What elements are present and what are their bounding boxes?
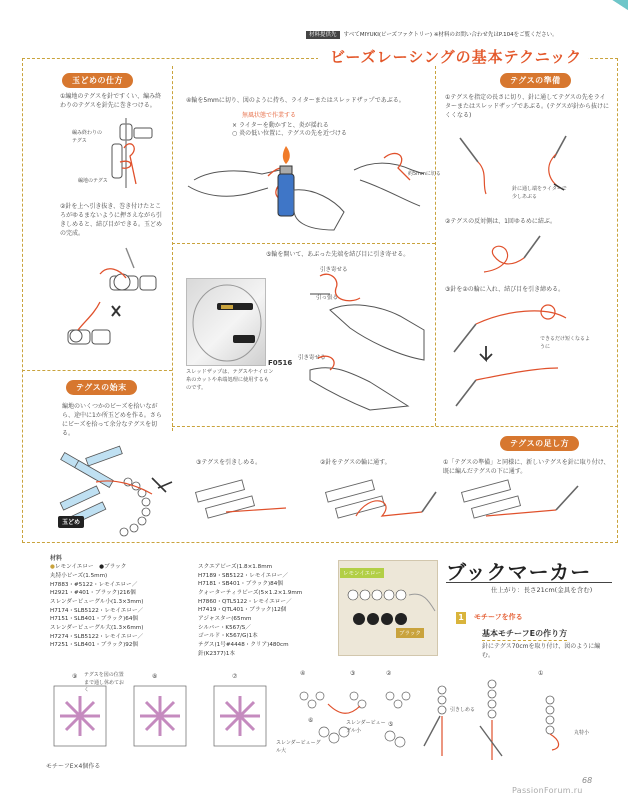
warn-1: × ライターを動かすと、炎が揺れる: [232, 122, 329, 129]
pull-label-2: 引っ張る: [316, 295, 339, 301]
callout-base-thread: 編地のテグス: [78, 178, 108, 184]
photo-label-b: ブラック: [396, 628, 424, 638]
section-label-prep: テグスの準備: [500, 73, 571, 88]
add-step1: ①「テグスの準備」と同様に、新しいテグスを針に取り付け、既に編んだテグスの下に通す。: [443, 459, 610, 475]
add-step3: ③テグスを引きしめる。: [196, 459, 262, 466]
torch-illustration: [184, 140, 434, 236]
bookmark-size: 仕上がり：長さ21cm(金具を含む): [491, 586, 593, 594]
materials-col-1: 丸特小ビーズ(1.5mm) H7883・#5122・レモイエロー／ H2921・#401・ブラック)216個 スレンダービューグル小(1.3×3mm) H7174・SLB5122・レモイエロー／ H7151・SLB401・ブラック)64個 スレンダービューグル大(1.3×6mm) H7274・SLB5122・レモイエロー／ H7251・SLB401・ブラック)92個: [50, 573, 144, 649]
page-title: ビーズレーシングの基本テクニック: [330, 48, 583, 66]
loop-note: できるだけ短くなるように: [540, 336, 591, 350]
knot-step1: ①編地のテグスを針ですくい、編み終わりのテグスを針先に巻きつける。: [60, 93, 162, 109]
cut-note: 約5mmに切る: [408, 171, 441, 177]
credit-line: [306, 30, 558, 38]
diagram-num-2: ②: [386, 670, 392, 677]
diagram-num-3: ③: [350, 670, 356, 677]
prep-diagram-3: [446, 296, 612, 416]
zap-code: F0516: [268, 359, 293, 367]
pull-label-3: 引き寄せる: [298, 355, 326, 361]
divider: [172, 426, 618, 427]
page-number: 68: [582, 776, 593, 785]
knot-diagram-1: [100, 118, 170, 190]
thread-end-text: 編地のいくつかのビーズを拾いながら、途中に1か所玉どめを作る。さらにビーズを拾って余分なテグスを切る。: [62, 403, 162, 437]
pull-tight-label: 引きしめる: [450, 707, 476, 713]
knot-tag: 玉どめ: [62, 519, 81, 526]
zap-note: スレッドザップは、テグスやナイロン糸のカットや糸端処理に使用するものです。: [186, 369, 274, 391]
position-note: テグスを図の位置まで通し休めておく: [84, 672, 125, 693]
diagram-num-4: ④: [300, 670, 306, 677]
section-label-add: テグスの足し方: [500, 436, 579, 451]
color-variants: ●レモンイエロー ●ブラック: [50, 564, 127, 570]
divider: [172, 243, 435, 244]
bookmark-title: ブックマーカー: [446, 560, 592, 584]
pull-illustration: [290, 270, 430, 416]
knot-step2: ②針を上へ引き抜き、巻き付けたところがゆるまないように押さえながら引きしめると、結び目ができる。玉どめの完成。: [60, 203, 163, 237]
divider: [172, 66, 173, 431]
materials-header: 材料: [50, 555, 63, 562]
credit-tag: 材料提供先: [306, 31, 340, 39]
materials-col-2: スクエアビーズ(1.8×1.8mm H7189・SB5122・レモイエロー／ H7181・SB401・ブラック)84個 クォーターティラビーズ(5×1.2×1.9mm H7860・QTL5122・レモイエロー／ H7419・QTL401・ブラック)12個 アジャスター(65mm シルバー・K567/S／ ゴールド・K567/G)1本 テグス(1号#4448・クリア)480cm 針(K2377)1本: [198, 564, 303, 657]
make-four-note: モチーフE×4個作る: [46, 763, 101, 770]
divider: [435, 66, 436, 426]
warn-2: ○ 炎の低い位置に、テグスの先を近づける: [232, 130, 347, 137]
step-title: モチーフを作る: [474, 613, 523, 621]
bugle-large-label: スレンダービューグル大: [276, 740, 321, 754]
diagram-num-6: ⑥: [308, 717, 314, 724]
motif-title: 基本モチーフEの作り方: [482, 628, 567, 641]
watermark: PassionForum.ru: [512, 786, 583, 795]
prep-step1: ①テグスを指定の長さに切り、針に通してテグスの先をライターまたはスレッドザップであぶる。(テグスが針から抜けにくくなる): [445, 94, 610, 119]
warn-title: 無風状態で作業する: [242, 112, 297, 119]
diagram-num-9: ⑨: [72, 673, 78, 680]
torch-step4: ④輪を5mmに切り、図のように持ち、ライターまたはスレッドザップであぶる。: [186, 97, 405, 104]
prep-step2: ②テグスの反対側は、1回ゆるめに結ぶ。: [445, 218, 557, 225]
prep-step3: ③針を②の輪に入れ、結び目を引き締める。: [445, 286, 565, 293]
divider: [22, 370, 172, 371]
diagram-num-8: ⑧: [152, 673, 158, 680]
credit-text: すべてMIYUKI(ビーズファクトリー) ※材料のお問い合わせ先はP.104をご覧ください。: [343, 32, 558, 38]
section-label-knot: 玉どめの仕方: [62, 73, 133, 88]
round-bead-label: 丸特小: [574, 730, 590, 736]
diagram-num-1: ①: [538, 670, 544, 677]
callout-end-thread: 編み終わりのテグス: [72, 130, 103, 144]
torch-step5: ⑤輪を開いて、あぶった先端を結び目に引き寄せる。: [266, 251, 410, 258]
step-number: 1: [456, 612, 466, 624]
diagram-num-5: ⑤: [388, 721, 394, 728]
diagram-num-7: ⑦: [232, 673, 238, 680]
thread-zap-photo: [186, 278, 266, 366]
add-step2: ②針をテグスの輪に通す。: [320, 459, 391, 466]
add-diagrams: [186, 472, 616, 538]
prep-diagram-2: [470, 228, 580, 278]
needle-note: 針に通し端をライターで少しあぶる: [512, 186, 567, 200]
section-label-thread-end: テグスの始末: [66, 380, 137, 395]
knot-diagram-2: [60, 248, 170, 356]
photo-label-a: レモンイエロー: [340, 568, 384, 578]
pull-label: 引き寄せる: [320, 267, 348, 273]
title-underline: [446, 582, 612, 583]
bugle-small-label: スレンダービューグル小: [346, 720, 386, 734]
motif-text: 針にテグス70cmを取り付け、図のように編む。: [482, 643, 601, 659]
